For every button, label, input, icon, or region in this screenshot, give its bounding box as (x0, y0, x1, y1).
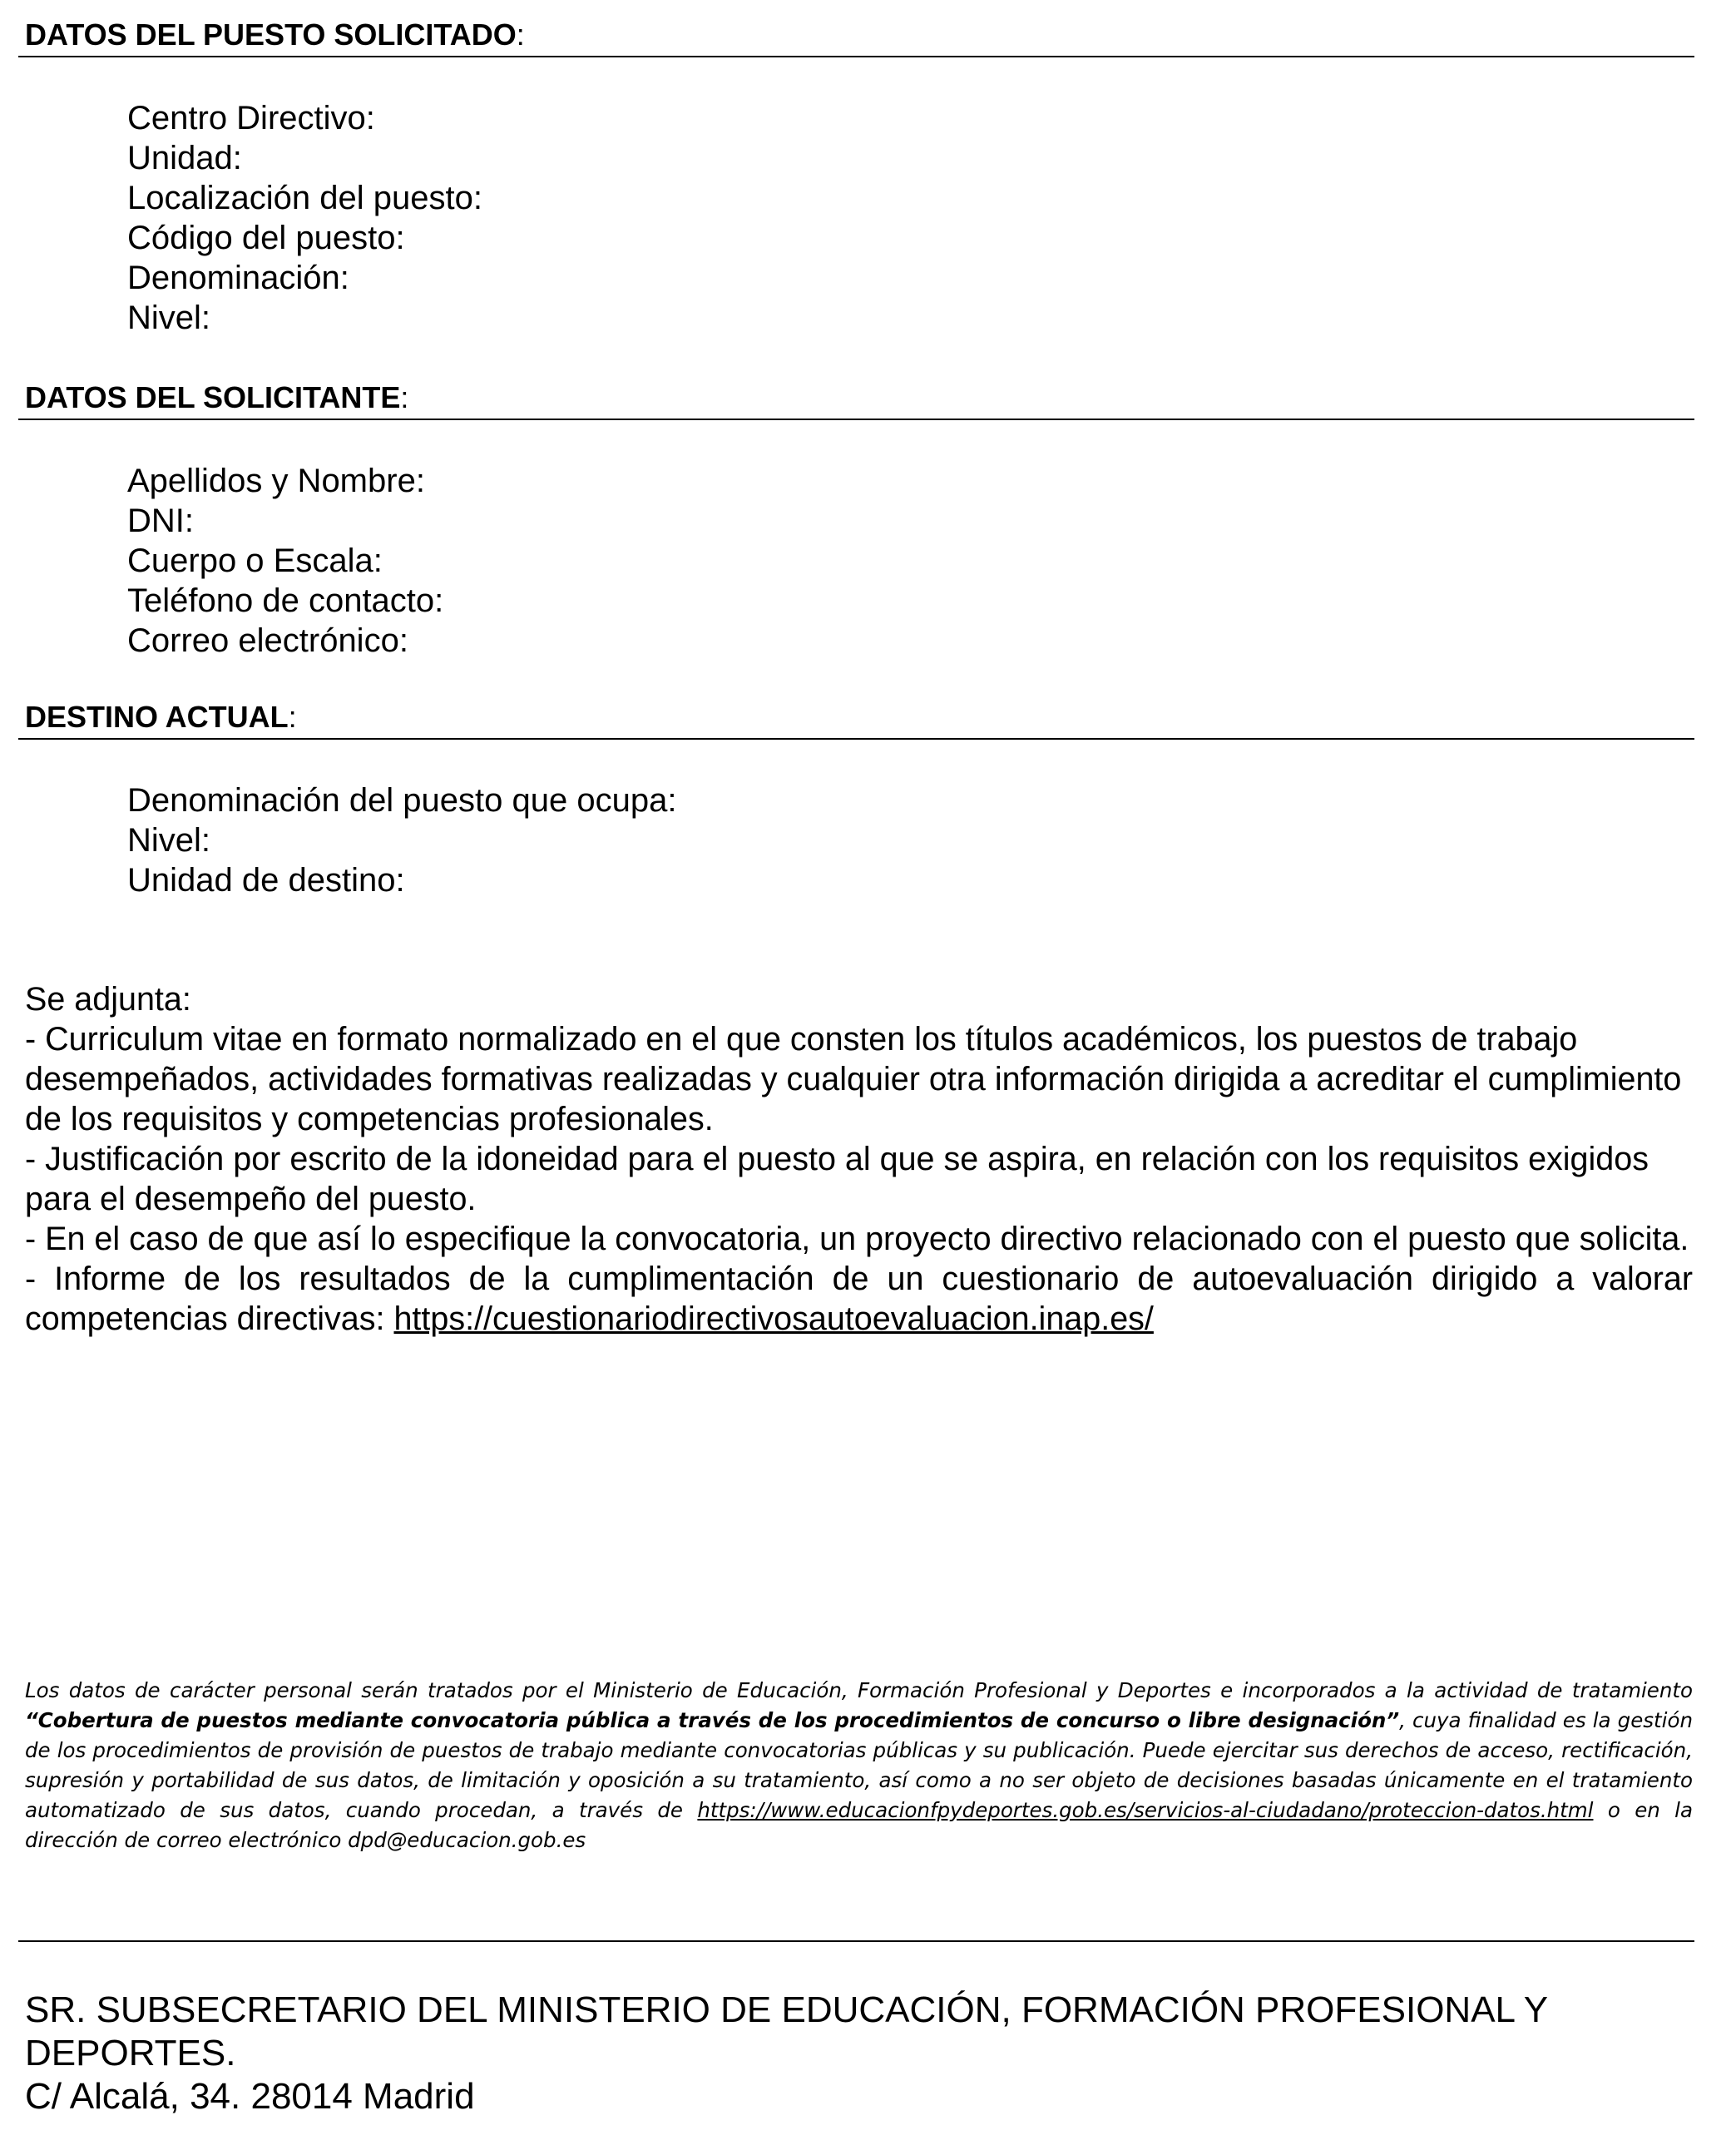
field-localizacion: Localización del puesto: (127, 180, 482, 216)
addressee-divider (18, 1940, 1694, 1942)
solicitante-field-list (127, 461, 443, 661)
privacy-text-part3: o en la dirección de correo electrónico dpd@educacion.gob.es (25, 1798, 1693, 1852)
privacy-notice (25, 1676, 1693, 1855)
section-title-destino-text: DESTINO ACTUAL (25, 700, 289, 734)
attachments-block (25, 979, 1693, 1339)
section-title-colon: : (288, 700, 297, 734)
attachment-item-proyecto: - En el caso de que así lo especifique la convocatoria, un proyecto directivo relacionado con el puesto que solicita. (25, 1221, 1689, 1257)
field-dni: DNI: (127, 503, 194, 539)
field-telefono: Teléfono de contacto: (127, 582, 444, 619)
field-codigo: Código del puesto: (127, 220, 405, 256)
section-title-colon: : (400, 380, 409, 414)
section-title-puesto (25, 17, 525, 53)
attachment-item-informe-text: - Informe de los resultados de la cumplimentación de un cuestionario de autoevaluación dirigido a valorar competencias directivas: (25, 1261, 1693, 1337)
privacy-link[interactable]: https://www.educacionfpydeportes.gob.es/servicios-al-ciudadano/proteccion-datos.html (697, 1798, 1594, 1822)
section-title-puesto-text: DATOS DEL PUESTO SOLICITADO (25, 17, 517, 52)
attachment-item-informe (25, 1259, 1693, 1339)
puesto-field-list (127, 98, 482, 338)
field-correo: Correo electrónico: (127, 622, 408, 659)
field-cuerpo-escala: Cuerpo o Escala: (127, 542, 383, 579)
field-denominacion: Denominación: (127, 260, 349, 296)
privacy-text-part1: Los datos de carácter personal serán tratados por el Ministerio de Educación, Formación Profesional y Deportes e incorporados a la actividad de tratamiento (25, 1678, 1693, 1702)
section-title-colon: : (516, 17, 525, 52)
section-divider (18, 419, 1694, 420)
addressee-block (25, 1989, 1697, 2118)
field-apellidos-nombre: Apellidos y Nombre: (127, 463, 425, 499)
field-unidad-destino: Unidad de destino: (127, 862, 405, 899)
field-denominacion-puesto-ocupa: Denominación del puesto que ocupa: (127, 782, 677, 819)
attachment-item-justificacion: - Justificación por escrito de la idoneidad para el puesto al que se aspira, en relación con los requisitos exigidos para el desempeño del puesto. (25, 1141, 1649, 1217)
privacy-activity-name: “Cobertura de puestos mediante convocatoria pública a través de los procedimientos de concurso o libre designación” (25, 1708, 1400, 1732)
section-title-destino (25, 699, 297, 736)
destino-field-list (127, 780, 676, 900)
privacy-text-part2: , cuya finalidad es la gestión de los procedimientos de provisión de puestos de trabajo mediante convocatorias públicas y su publicación. Puede ejercitar sus derechos de acceso, rectificación, supresión y portabilidad de sus datos, de limitación y oposición a su tratamiento, así como a no ser objeto de decisiones basadas únicamente en el tratamiento automatizado de sus datos, cuando procedan, a través de (25, 1708, 1693, 1822)
addressee-title: SR. SUBSECRETARIO DEL MINISTERIO DE EDUCACIÓN, FORMACIÓN PROFESIONAL Y DEPORTES. (25, 1989, 1548, 2073)
section-divider (18, 738, 1694, 740)
section-divider (18, 56, 1694, 57)
cuestionario-link[interactable]: https://cuestionariodirectivosautoevaluacion.inap.es/ (393, 1300, 1154, 1337)
attachment-item-cv: - Curriculum vitae en formato normalizado en el que consten los títulos académicos, los puestos de trabajo desempeñados, actividades formativas realizadas y cualquier otra información dirigida a acreditar el cumplimiento de los requisitos y competencias profesionales. (25, 1021, 1682, 1137)
addressee-address: C/ Alcalá, 34. 28014 Madrid (25, 2076, 475, 2117)
field-unidad: Unidad: (127, 140, 242, 176)
field-centro-directivo: Centro Directivo: (127, 100, 375, 136)
section-title-solicitante (25, 379, 408, 416)
section-title-solicitante-text: DATOS DEL SOLICITANTE (25, 380, 401, 414)
field-nivel-actual: Nivel: (127, 822, 211, 859)
field-nivel: Nivel: (127, 300, 211, 336)
attachments-intro: Se adjunta: (25, 981, 191, 1018)
